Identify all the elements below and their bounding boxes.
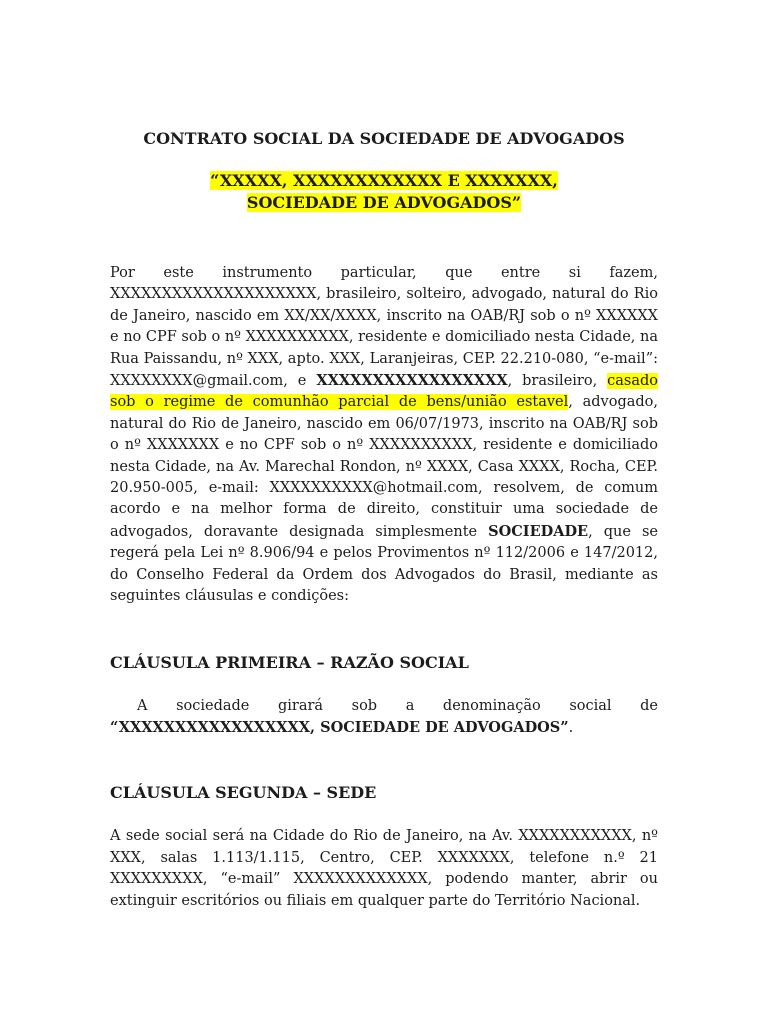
- document-body: [110, 128, 658, 912]
- clause-1-paragraph: [110, 696, 658, 740]
- intro-highlight: casado sob o regime de comunhão parcial de bens/união estavel: [110, 373, 658, 411]
- intro-text-b: , brasileiro,: [507, 373, 608, 390]
- clause-1-text-a: A sociedade girará sob a denominação social de: [137, 697, 658, 714]
- document-subtitle: [110, 170, 658, 214]
- clause-2-text: A sede social será na Cidade do Rio de Janeiro, na Av. XXXXXXXXXXX, nº XXX, salas 1.113/1.115, Centro, CEP. XXXXXXX, telefone n.º 21 XXXXXXXXX, “e-mail” XXXXXXXXXXXXX, podendo manter, abrir ou extinguir escritórios ou filiais em qualquer parte do Território Nacional.: [110, 828, 658, 909]
- clause-1-bold-name: “XXXXXXXXXXXXXXXXX, SOCIEDADE DE ADVOGADOS”: [110, 718, 569, 736]
- subtitle-line-1: “XXXXX, XXXXXXXXXXXX E XXXXXXX,: [210, 171, 558, 190]
- clause-1-heading: [110, 652, 658, 674]
- clause-1-heading-text: CLÁUSULA PRIMEIRA – RAZÃO SOCIAL: [110, 652, 469, 672]
- intro-bold-name: XXXXXXXXXXXXXXXXX: [316, 372, 508, 390]
- clause-2-heading: [110, 782, 658, 804]
- document-title: [110, 128, 658, 150]
- clause-2-heading-text: CLÁUSULA SEGUNDA – SEDE: [110, 783, 377, 803]
- intro-text-a: Por este instrumento particular, que entre si fazem, XXXXXXXXXXXXXXXXXXXX, brasileiro, solteiro, advogado, natural do Rio de Janeiro, nascido em XX/XX/XXXX, inscrito na OAB/RJ sob o nº XXXXXX e no CPF sob o nº XXXXXXXXXX, residente e domiciliado nesta Cidade, na Rua Paissandu, nº XXX, apto. XXX, Laranjeiras, CEP. 22.210-080, “e-mail”: XXXXXXXX@gmail.com, e: [110, 265, 658, 390]
- intro-paragraph: [110, 263, 658, 608]
- document-title-text: CONTRATO SOCIAL DA SOCIEDADE DE ADVOGADOS: [143, 129, 625, 148]
- intro-bold-term: SOCIEDADE: [488, 522, 589, 540]
- intro-text-d: , que se regerá pela Lei nº 8.906/94 e pelos Provimentos nº 112/2006 e 147/2012, do Conselho Federal da Ordem dos Advogados do Brasil, mediante as seguintes cláusulas e condições:: [110, 523, 658, 605]
- clause-1-text-b: .: [568, 719, 574, 736]
- clause-2-paragraph: [110, 826, 658, 912]
- subtitle-line-2: SOCIEDADE DE ADVOGADOS”: [246, 193, 522, 212]
- intro-text-c: , advogado, natural do Rio de Janeiro, nascido em 06/07/1973, inscrito na OAB/RJ sob o nº XXXXXXX e no CPF sob o nº XXXXXXXXXX, residente e domiciliado nesta Cidade, na Av. Marechal Rondon, nº XXXX, Casa XXXX, Rocha, CEP. 20.950-005, e-mail: XXXXXXXXXX@hotmail.com, resolvem, de comum acordo e na melhor forma de direito, constituir uma sociedade de advogados, doravante designada simplesmente: [110, 394, 658, 540]
